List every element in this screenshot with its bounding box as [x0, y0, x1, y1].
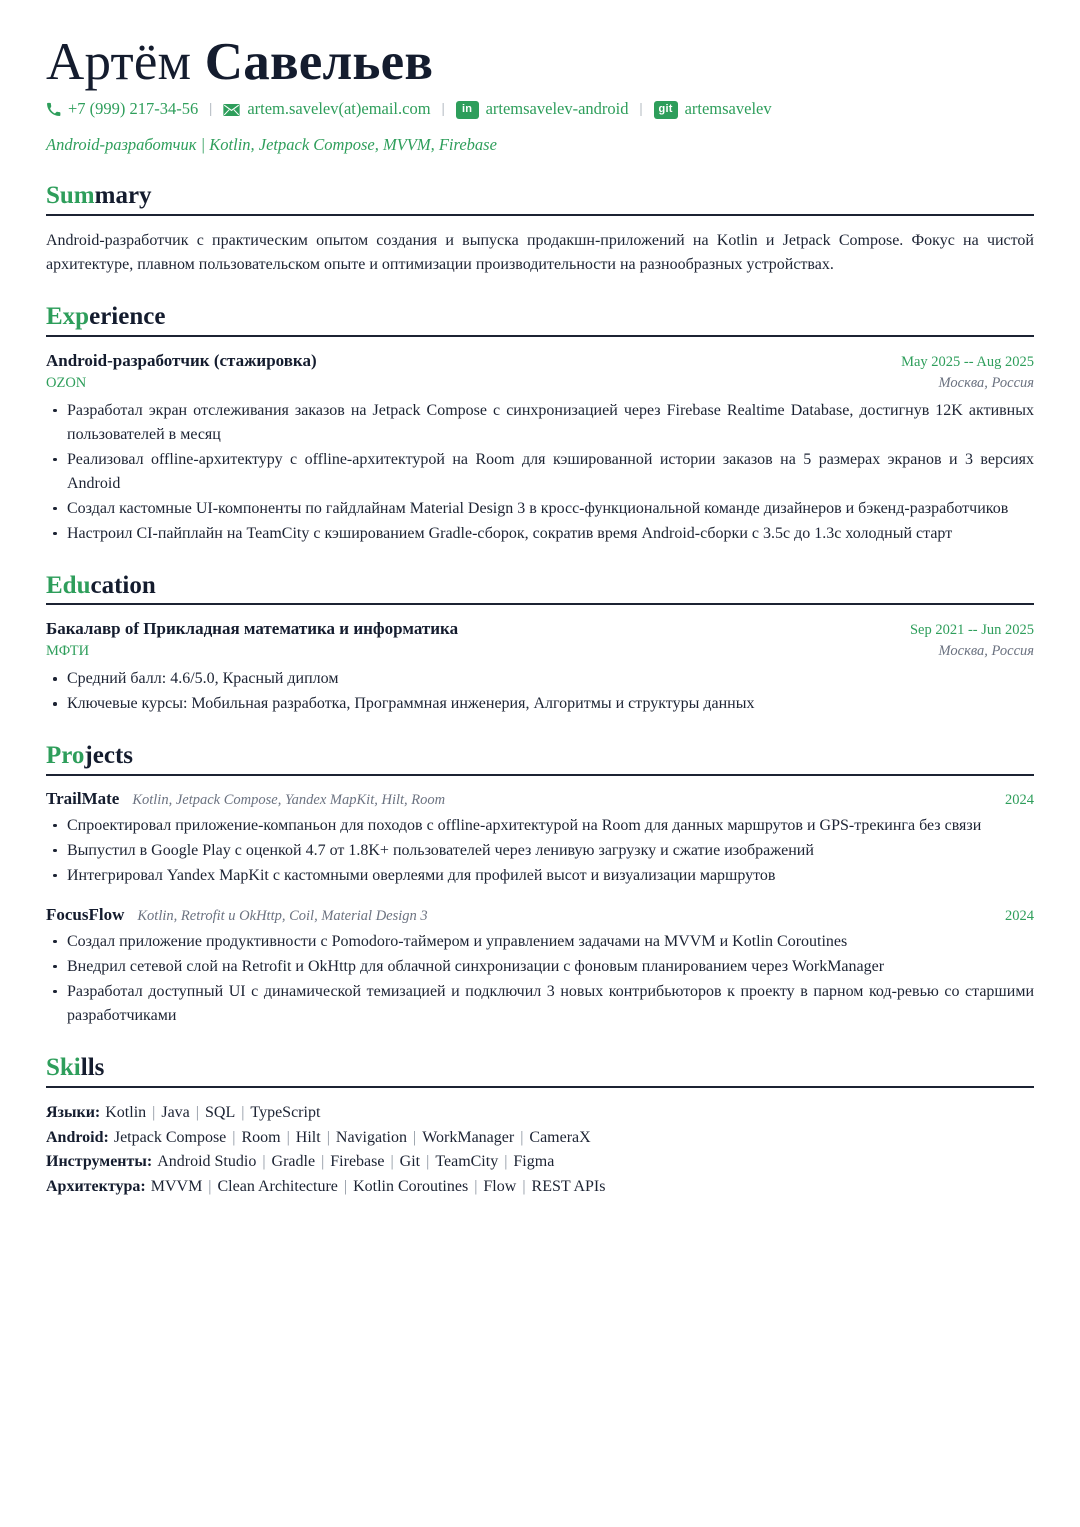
bullet-list: [46, 667, 1034, 716]
section-title-rest: jects: [84, 742, 133, 770]
education-entry: [46, 618, 1034, 716]
section-title-highlight: Pro: [46, 742, 85, 770]
bullet-item: Настроил CI-пайплайн на TeamCity с кэшированием Gradle-сборок, сократив время Android-сборки с 3.5с до 1.3с холодный старт: [46, 522, 1034, 546]
skill-item: MVVM: [150, 1178, 203, 1196]
contact-separator: |: [639, 101, 643, 118]
candidate-name: [46, 34, 1034, 91]
skill-row: [46, 1101, 1034, 1126]
project-entries: [46, 789, 1034, 1028]
contact-item[interactable]: [223, 97, 430, 122]
skill-item: Flow: [483, 1178, 517, 1196]
skill-item: Kotlin Coroutines: [353, 1178, 469, 1196]
section-summary: [46, 182, 1034, 277]
section-rule: [46, 1086, 1034, 1088]
section-title-summary: [46, 182, 1034, 211]
skill-item: Java: [161, 1103, 190, 1121]
skill-row: [46, 1126, 1034, 1151]
entry-organization: OZON: [46, 374, 87, 391]
skill-item: Jetpack Compose: [113, 1128, 227, 1146]
skill-item-list: [105, 1104, 320, 1121]
contact-separator: |: [209, 101, 213, 118]
section-title-education: [46, 572, 1034, 601]
bullet-item: Внедрил сетевой слой на Retrofit и OkHttp для облачной синхронизации с фоновым планированием через WorkManager: [46, 955, 1034, 979]
section-title-rest: erience: [89, 302, 166, 330]
project-tech-stack: Kotlin, Jetpack Compose, Yandex MapKit, Hilt, Room: [132, 791, 446, 808]
entry-date: May 2025 -- Aug 2025: [901, 353, 1034, 370]
skill-category-label: Инструменты:: [46, 1153, 153, 1171]
skill-item: Gradle: [271, 1153, 316, 1171]
last-name: Савельев: [204, 33, 434, 91]
contact-text: artem.savelev(at)email.com: [247, 99, 431, 119]
summary-text: Android-разработчик с практическим опытом создания и выпуска продакшн-приложений на Kotlin и Jetpack Compose. Фокус на чистой архитектуре, плавном пользовательском опыте и оптимизации производительности на разнообразных устройствах.: [46, 231, 1034, 273]
skill-separator: |: [520, 1128, 524, 1146]
contact-item[interactable]: [456, 97, 629, 122]
bullet-item: Создал кастомные UI-компоненты по гайдлайнам Material Design 3 в кросс-функциональной команде дизайнеров и бэкенд-разработчиков: [46, 497, 1034, 521]
entry-location: Москва, Россия: [938, 643, 1034, 660]
contact-item[interactable]: [654, 97, 772, 122]
section-title-experience: [46, 303, 1034, 332]
headline-tagline: Android-разработчик | Kotlin, Jetpack Compose, MVVM, Firebase: [46, 134, 497, 154]
bullet-item: Разработал экран отслеживания заказов на Jetpack Compose с синхронизацией через Firebase Realtime Database, достигнув 12K активных пользователей в месяц: [46, 399, 1034, 447]
bullet-item: Средний балл: 4.6/5.0, Красный диплом: [46, 667, 1034, 691]
bullet-item: Разработал доступный UI с динамической темизацией и подключил 3 новых контрибьюторов к проекту в парном код-ревью со старшими разработчиками: [46, 980, 1034, 1028]
bullet-list: [46, 399, 1034, 546]
entry-location: Москва, Россия: [938, 374, 1034, 391]
section-title-highlight: Ski: [46, 1053, 81, 1081]
skill-separator: |: [232, 1128, 236, 1146]
section-title-highlight: Edu: [46, 571, 91, 599]
skill-item: Clean Architecture: [217, 1178, 338, 1196]
section-rule: [46, 774, 1034, 776]
project-year: 2024: [1005, 791, 1034, 808]
entry-title: Android-разработчик (стажировка): [46, 350, 317, 370]
skill-item: Navigation: [335, 1128, 407, 1146]
skill-item: Figma: [513, 1153, 555, 1171]
section-education: [46, 572, 1034, 717]
section-rule: [46, 603, 1034, 605]
skill-item: Git: [399, 1153, 421, 1171]
email-icon: [223, 103, 240, 117]
linkedin-icon: in: [456, 101, 479, 119]
project-name: FocusFlow: [46, 904, 125, 924]
project-year: 2024: [1005, 907, 1034, 924]
skill-item: WorkManager: [422, 1128, 515, 1146]
skill-separator: |: [390, 1153, 394, 1171]
skill-item: SQL: [204, 1103, 236, 1121]
skill-separator: |: [208, 1178, 212, 1196]
entry-date: Sep 2021 -- Jun 2025: [909, 622, 1034, 639]
contact-separator: |: [441, 101, 445, 118]
project-tech-stack: Kotlin, Retrofit и OkHttp, Coil, Material Design 3: [137, 907, 428, 924]
bullet-list: [46, 930, 1034, 1028]
skill-separator: |: [241, 1103, 245, 1121]
skill-separator: |: [343, 1178, 348, 1196]
skill-separator: |: [522, 1178, 526, 1196]
entry-organization: МФТИ: [46, 643, 90, 660]
section-title-projects: [46, 742, 1034, 771]
git-icon: git: [654, 101, 678, 119]
section-rule: [46, 335, 1034, 337]
bullet-item: Выпустил в Google Play с оценкой 4.7 от 1.8K+ пользователей через ленивую загрузку и сжатие изображений: [46, 839, 1034, 863]
section-title-highlight: Sum: [46, 182, 95, 210]
skill-separator: |: [195, 1103, 199, 1121]
bullet-item: Интегрировал Yandex MapKit с кастомными оверлеями для профилей высот и визуализации маршрутов: [46, 864, 1034, 888]
skill-item: Room: [241, 1128, 281, 1146]
skill-item-list: [114, 1129, 591, 1146]
experience-entries: [46, 350, 1034, 546]
skill-separator: |: [426, 1153, 430, 1171]
skill-rows: [46, 1101, 1034, 1200]
section-title-rest: lls: [80, 1053, 105, 1081]
section-title-skills: [46, 1054, 1034, 1083]
section-skills: [46, 1054, 1034, 1200]
project-entry: [46, 789, 1034, 888]
skill-row: [46, 1175, 1034, 1200]
contact-text: +7 (999) 217-34-56: [68, 99, 199, 119]
skill-row: [46, 1150, 1034, 1175]
skill-separator: |: [262, 1153, 266, 1171]
skill-item: TypeScript: [250, 1103, 321, 1121]
skill-category-label: Android:: [46, 1128, 109, 1146]
section-title-highlight: Exp: [46, 302, 90, 330]
project-name: TrailMate: [46, 788, 120, 808]
skill-item: Android Studio: [157, 1153, 257, 1171]
phone-icon: [46, 102, 61, 117]
skill-separator: |: [152, 1103, 156, 1121]
project-entry: [46, 905, 1034, 1028]
skill-separator: |: [321, 1153, 325, 1171]
skill-item-list: [157, 1153, 554, 1170]
contact-line: [46, 97, 1034, 122]
skill-item: Firebase: [330, 1153, 385, 1171]
section-experience: [46, 303, 1034, 546]
skill-item: TeamCity: [435, 1153, 499, 1171]
skill-separator: |: [412, 1128, 417, 1146]
skill-separator: |: [286, 1128, 290, 1146]
contact-text: artemsavelev: [684, 99, 772, 119]
skill-separator: |: [504, 1153, 508, 1171]
resume-header: [46, 34, 1034, 156]
bullet-item: Спроектировал приложение-компаньон для походов с offline-архитектурой на Room для данных маршрутов и GPS-трекинга без связи: [46, 814, 1034, 838]
section-title-rest: mary: [94, 182, 152, 210]
section-rule: [46, 214, 1034, 216]
skill-item-list: [151, 1178, 606, 1195]
bullet-item: Создал приложение продуктивности с Pomodoro-таймером и управлением задачами на MVVM и Kotlin Coroutines: [46, 930, 1034, 954]
skill-separator: |: [326, 1128, 330, 1146]
bullet-list: [46, 814, 1034, 888]
section-title-rest: cation: [90, 571, 156, 599]
skill-separator: |: [474, 1178, 478, 1196]
entry-title: Бакалавр of Прикладная математика и информатика: [46, 619, 459, 639]
skill-item: CameraX: [529, 1128, 591, 1146]
bullet-item: Ключевые курсы: Мобильная разработка, Программная инженерия, Алгоритмы и структуры данных: [46, 692, 1034, 716]
bullet-item: Реализовал offline-архитектуру с offline-архитектурой на Room для кэшированной истории заказов на 5 размерах экранов и 3 версиях Android: [46, 448, 1034, 496]
education-entries: [46, 618, 1034, 716]
section-projects: [46, 742, 1034, 1028]
first-name: Артём: [46, 33, 192, 91]
skill-item: REST APIs: [531, 1178, 606, 1196]
skill-category-label: Архитектура:: [46, 1178, 146, 1196]
skill-category-label: Языки:: [46, 1103, 101, 1121]
contact-text: artemsavelev-android: [485, 99, 629, 119]
skill-item: Kotlin: [105, 1103, 147, 1121]
skill-item: Hilt: [295, 1128, 321, 1146]
contact-item[interactable]: [46, 97, 198, 122]
experience-entry: [46, 350, 1034, 546]
